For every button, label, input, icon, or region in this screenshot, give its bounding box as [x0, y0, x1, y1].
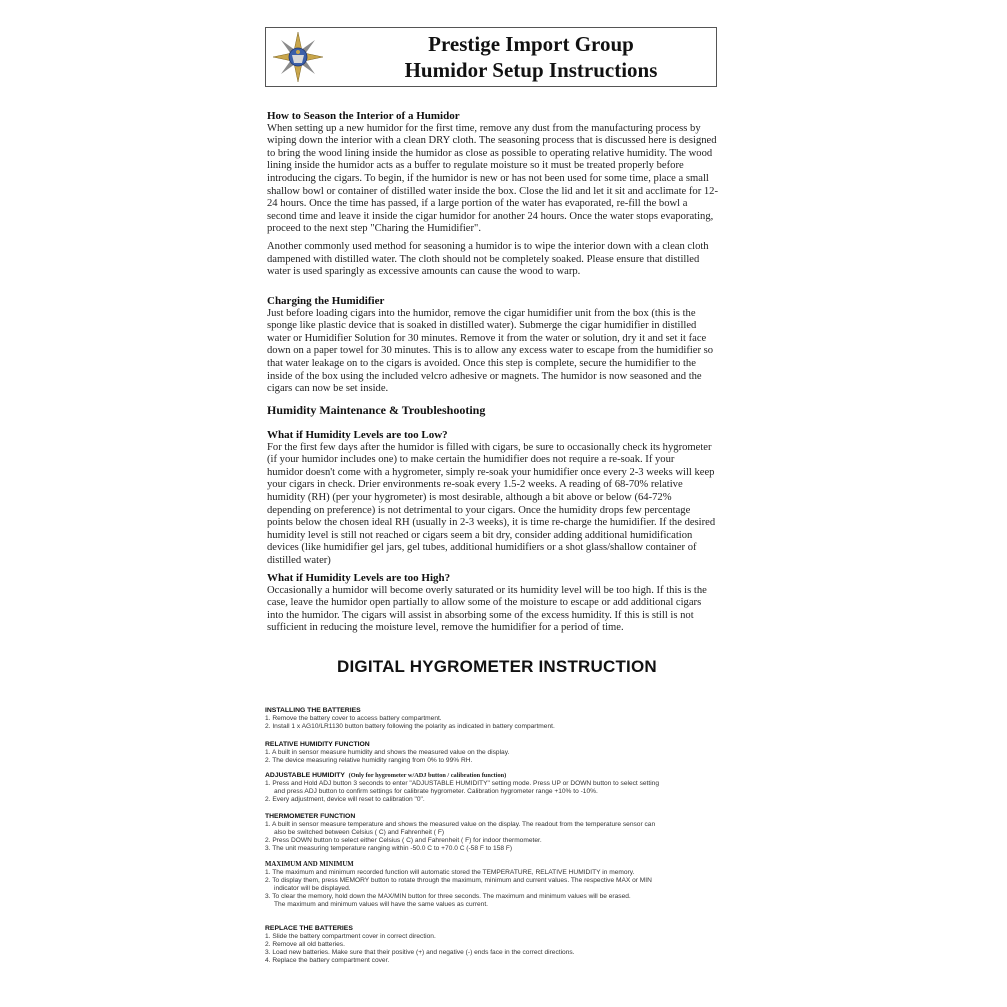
- section-heading: THERMOMETER FUNCTION: [265, 813, 356, 820]
- season-heading: How to Season the Interior of a Humidor: [267, 110, 460, 122]
- installing-batteries-section: [265, 707, 745, 731]
- high-humidity-heading: What if Humidity Levels are too High?: [267, 572, 451, 584]
- text-line: 3. To clear the memory, hold down the MAX/MIN button for three seconds. The maximum and minimum values will be erased.: [265, 892, 631, 900]
- text-line: humidor doesn't come with a hygrometer, simply re-soak your humidifier once every 2-3 weeks will keep: [267, 466, 715, 478]
- text-line: shallow bowl or container of distilled water inside the box. Close the lid and let it sit and acclimate for 12-: [267, 185, 719, 197]
- text-line: 2. Install 1 x AG10/LR1130 button battery following the polarity as indicated in battery compartment.: [265, 722, 555, 730]
- text-line: distilled water): [267, 554, 331, 566]
- text-line: introducing the cigars. To begin, if the humidor is new or has not been used for some time, place a small: [267, 172, 709, 184]
- text-line: (if your humidor includes one) to make certain the humidifier does not require a re-soak. If your: [267, 454, 675, 466]
- text-line: inside of the box using the included velcro adhesive or magnets. The humidor is now seasoned and the: [267, 370, 702, 382]
- text-line: 2. Press DOWN button to select either Celsius ( C) and Fahrenheit ( F) for indoor thermometer.: [265, 836, 542, 844]
- text-line: 2. To display them, press MEMORY button to rotate through the maximum, minimum and current values. The respective MAX or MIN: [265, 876, 652, 884]
- section-subnote: (Only for hygrometer w/ADJ button / calibration function): [348, 772, 507, 779]
- text-line: lining inside the humidor acts as a buffer to regulate moisture so it must be treated properly before: [267, 160, 684, 172]
- text-line: 2. Remove all old batteries.: [265, 940, 345, 948]
- text-line: When setting up a new humidor for the first time, remove any dust from the manufacturing process by: [267, 122, 701, 134]
- text-line: For the first few days after the humidor is filled with cigars, be sure to occasionally check its hygrometer: [267, 441, 712, 453]
- section-heading: ADJUSTABLE HUMIDITY: [265, 772, 345, 779]
- text-line: devices (like humidifier gel jars, gel tubes, additional humidifiers or a shot glass/shallow container of: [267, 542, 697, 554]
- section-heading: REPLACE THE BATTERIES: [265, 925, 353, 932]
- text-line: The maximum and minimum values will have the same values as current.: [274, 900, 489, 908]
- section-heading: RELATIVE HUMIDITY FUNCTION: [265, 741, 370, 748]
- text-line: into the humidor. The cigars will assist in absorbing some of the excess humidity. If this is still is not: [267, 609, 694, 621]
- text-line: also be switched between Celsius ( C) and Fahrenheit ( F): [274, 828, 445, 836]
- section-heading: MAXIMUM AND MINIMUM: [265, 861, 354, 868]
- text-line: that water leakage on to the cigars is avoided. Once this step is complete, secure the humidifier to the: [267, 357, 696, 369]
- text-line: 1. The maximum and minimum recorded function will automatic stored the TEMPERATURE, RELATIVE HUMIDITY in memory.: [265, 868, 635, 876]
- adjustable-humidity-section: [265, 772, 745, 804]
- text-line: proceed to the next step "Charing the Humidifier".: [267, 223, 481, 235]
- text-line: water or Humidifier Solution for 30 minutes. Remove it from the water or solution, dry it and set it face: [267, 332, 707, 344]
- text-line: 1. Press and Hold ADJ button 3 seconds to enter "ADJUSTABLE HUMIDITY" setting mode. Press UP or DOWN button to select setting: [265, 779, 660, 787]
- thermometer-section: [265, 813, 745, 853]
- text-line: Occasionally a humidor will become overly saturated or its humidity level will be too high. If this is the: [267, 584, 707, 596]
- text-line: 3. The unit measuring temperature ranging within -50.0 C to +70.0 C (-58 F to 158 F): [265, 844, 513, 852]
- text-line: to bring the wood lining inside the humidor as close as possible to operating relative humidity. The wood: [267, 147, 713, 159]
- text-line: 1. A built in sensor measure temperature and shows the measured value on the display. The readout from the temperature sensor can: [265, 820, 656, 828]
- text-line: 24 hours. Once the time has passed, if a large portion of the water has evaporated, re-fill the bowl a: [267, 198, 688, 210]
- header-title-line-1: Prestige Import Group: [428, 32, 634, 56]
- text-line: 2. The device measuring relative humidity ranging from 0% to 99% RH.: [265, 756, 473, 764]
- section-heading: INSTALLING THE BATTERIES: [265, 707, 361, 714]
- charging-section: [267, 295, 737, 396]
- text-line: 3. Load new batteries. Make sure that their positive (+) and negative (-) ends face in the correct directions.: [265, 948, 575, 956]
- text-line: and press ADJ button to confirm settings for calibrate hygrometer. Calibration hygrometer range +10% to -10%.: [274, 787, 598, 795]
- max-min-section: [265, 861, 745, 908]
- text-line: down on a paper towel for 30 minutes. This is to allow any excess water to escape from the humidifier so: [267, 345, 714, 357]
- header-title-line-2: Humidor Setup Instructions: [404, 58, 658, 82]
- season-section: [267, 110, 737, 236]
- text-line: indicator will be displayed.: [274, 884, 351, 892]
- text-line: Just before loading cigars into the humidor, remove the cigar humidifier unit from the box (this is the: [267, 307, 696, 319]
- text-line: your cigars in check. Drier environments re-soak every 1.5-2 weeks. A reading of 68-70% relative: [267, 479, 683, 491]
- season-alt-section: [267, 241, 737, 279]
- text-line: 2. Every adjustment, device will reset to calibration "0".: [265, 795, 425, 803]
- replace-batteries-section: [265, 925, 745, 965]
- text-line: water is used sparingly as excessive amounts can cause the wood to warp.: [267, 266, 581, 278]
- low-humidity-heading: What if Humidity Levels are too Low?: [267, 429, 448, 441]
- maintenance-title: Humidity Maintenance & Troubleshooting: [267, 403, 486, 417]
- text-line: cigars can now be set inside.: [267, 383, 389, 395]
- relative-humidity-section: [265, 741, 745, 765]
- header-box: [265, 27, 717, 87]
- text-line: wiping down the interior with a clean DRY cloth. The seasoning process that is discussed here is designed: [267, 135, 717, 147]
- text-line: 4. Replace the battery compartment cover.: [265, 956, 390, 964]
- text-line: points below the chosen ideal RH (usually in 2-3 weeks), it is time re-charge the humidifier. If the desired: [267, 517, 716, 529]
- text-line: depending on preference) is not detrimental to your cigars. Once the humidity drops few percentage: [267, 504, 691, 516]
- hygrometer-title: DIGITAL HYGROMETER INSTRUCTION: [337, 657, 657, 676]
- text-line: sponge like plastic device that is soaked in distilled water). Submerge the cigar humidifier in distilled: [267, 320, 697, 332]
- text-line: 1. A built in sensor measure humidity and shows the measured value on the display.: [265, 748, 510, 756]
- text-line: 1. Slide the battery compartment cover in correct direction.: [265, 932, 436, 940]
- text-line: 1. Remove the battery cover to access battery compartment.: [265, 714, 442, 722]
- text-line: dampened with distilled water. The cloth should not be completely soaked. Please ensure that distilled: [267, 253, 700, 265]
- text-line: Another commonly used method for seasoning a humidor is to wipe the interior down with a clean cloth: [267, 241, 709, 252]
- text-line: sufficient in reducing the moisture level, remove the humidifier for a period of time.: [267, 622, 624, 634]
- compass-star-crest-icon: [272, 31, 324, 83]
- text-line: humidity (RH) (per your hygrometer) is most desirable, although a bit above or below (64-72%: [267, 491, 672, 503]
- text-line: humidity level is still not reached or cigars seem a bit dry, consider adding additional humidification: [267, 529, 693, 541]
- high-humidity-section: [267, 572, 737, 635]
- charging-heading: Charging the Humidifier: [267, 295, 385, 307]
- text-line: second time and leave it inside the cigar humidor for another 24 hours. Once the water stops evaporating,: [267, 210, 714, 222]
- low-humidity-section: [267, 429, 737, 568]
- text-line: case, leave the humidor open partially to allow some of the moisture to escape or add additional cigars: [267, 597, 702, 609]
